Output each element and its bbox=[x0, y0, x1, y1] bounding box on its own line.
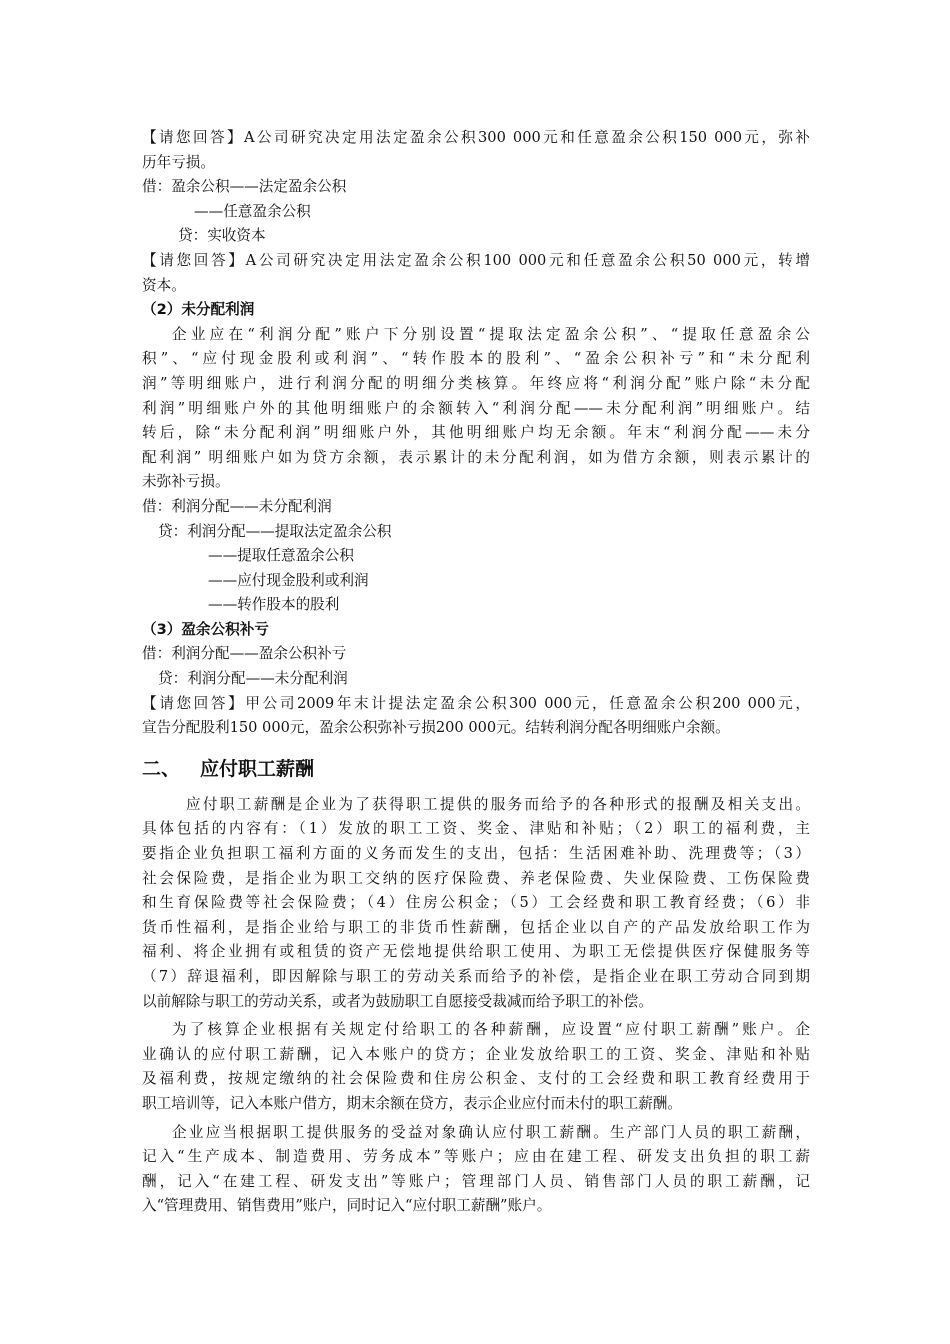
paragraph-line: 润”等明细账户，进行利润分配的明细分类核算。年终应将“利润分配”账户除“未分配 bbox=[142, 374, 810, 392]
paragraph-line: 要指企业负担职工福利方面的义务而发生的支出，包括：生活困难补助、洗理费等；（3） bbox=[142, 845, 810, 863]
paragraph-line: 积”、“应付现金股利或利润”、“转作股本的股利”、“盈余公积补亏”和“未分配利 bbox=[142, 350, 810, 368]
question-line: 【请您回答】A公司研究决定用法定盈余公积300 000元和任意盈余公积150 000元，弥补 bbox=[142, 129, 810, 146]
paragraph-line: 记入“生产成本、制造费用、劳务成本”等账户；应由在建工程、研发支出负担的职工薪 bbox=[142, 1148, 810, 1166]
journal-entry-credit: 贷：利润分配——未分配利润 bbox=[158, 670, 348, 688]
paragraph-line: 及福利费，按规定缴纳的社会保险费和住房公积金、支付的工会经费和职工教育经费用于 bbox=[142, 1070, 810, 1088]
subsection-heading: （3）盈余公积补亏 bbox=[142, 620, 269, 638]
paragraph-line: 未弥补亏损。 bbox=[142, 473, 230, 491]
section-number: 二、 bbox=[142, 757, 181, 780]
journal-entry-subline: ——转作股本的股利 bbox=[208, 596, 340, 614]
paragraph-line: 转后，除“未分配利润”明细账户外，其他明细账户均无余额。年末“利润分配——未分 bbox=[142, 424, 810, 442]
question-line: 资本。 bbox=[142, 276, 186, 294]
question-line: 历年亏损。 bbox=[142, 153, 215, 171]
journal-entry-credit: 贷：利润分配——提取法定盈余公积 bbox=[158, 522, 392, 540]
paragraph-line: 利润”明细账户外的其他明细账户的余额转入“利润分配——未分配利润”明细账户。结 bbox=[142, 399, 810, 417]
paragraph-line: 福利、将企业拥有或租赁的资产无偿地提供给职工使用、为职工无偿提供医疗保健服务等 bbox=[142, 943, 810, 961]
journal-entry-debit: 借：利润分配——盈余公积补亏 bbox=[142, 645, 347, 663]
paragraph-line: （7）辞退福利，即因解除与职工的劳动关系而给予的补偿，是指企业在职工劳动合同到期 bbox=[142, 968, 810, 985]
paragraph-line: 业确认的应付职工薪酬，记入本账户的贷方；企业发放给职工的工资、奖金、津贴和补贴 bbox=[142, 1045, 810, 1063]
paragraph-line: 以前解除与职工的劳动关系，或者为鼓励职工自愿接受裁减而给予职工的补偿。 bbox=[142, 992, 653, 1010]
journal-entry-debit: 借：盈余公积——法定盈余公积 bbox=[142, 178, 347, 196]
question-line: 【请您回答】A公司研究决定用法定盈余公积100 000元和任意盈余公积50 000元，转增 bbox=[142, 251, 810, 269]
paragraph-line: 企业应在“利润分配”账户下分别设置“提取法定盈余公积”、“提取任意盈余公 bbox=[172, 325, 810, 343]
journal-entry-credit: 贷：实收资本 bbox=[178, 227, 266, 245]
paragraph-line: 和生育保险费等社会保险费；（4）住房公积金；（5）工会经费和职工教育经费；（6）非 bbox=[142, 894, 810, 912]
subsection-heading: （2）未分配利润 bbox=[142, 301, 255, 319]
section-heading bbox=[142, 749, 810, 789]
journal-entry-subline: ——任意盈余公积 bbox=[194, 202, 311, 220]
paragraph-line: 货币性福利，是指企业给与职工的非货币性薪酬，包括企业以自产的产品发放给职工作为 bbox=[142, 918, 810, 936]
paragraph-line: 应付职工薪酬是企业为了获得职工提供的服务而给予的各种形式的报酬及相关支出。 bbox=[186, 795, 810, 813]
section-title: 应付职工薪酬 bbox=[200, 757, 315, 780]
paragraph-line: 职工培训等，记入本账户借方，期末余额在贷方，表示企业应付而未付的职工薪酬。 bbox=[142, 1094, 682, 1112]
journal-entry-subline: ——应付现金股利或利润 bbox=[208, 571, 369, 589]
document-page bbox=[142, 126, 810, 1219]
paragraph-line: 企业应当根据职工提供服务的受益对象确认应付职工薪酬。生产部门人员的职工薪酬， bbox=[172, 1123, 810, 1141]
paragraph-line: 社会保险费，是指企业为职工交纳的医疗保险费、养老保险费、失业保险费、工伤保险费 bbox=[142, 869, 810, 887]
paragraph-line: 入“管理费用、销售费用”账户，同时记入“应付职工薪酬”账户。 bbox=[142, 1197, 552, 1215]
journal-entry-debit: 借：利润分配——未分配利润 bbox=[142, 497, 332, 515]
paragraph-line: 配利润” 明细账户如为贷方余额，表示累计的未分配利润，如为借方余额，则表示累计的 bbox=[142, 448, 810, 466]
question-line: 宣告分配股利150 000元，盈余公积弥补亏损200 000元。结转利润分配各明细账户余额。 bbox=[142, 719, 730, 737]
paragraph-line: 酬，记入“在建工程、研发支出”等账户；管理部门人员、销售部门人员的职工薪酬，记 bbox=[142, 1172, 810, 1190]
question-line: 【请您回答】甲公司2009年末计提法定盈余公积300 000元，任意盈余公积200 000元， bbox=[142, 694, 810, 712]
journal-entry-subline: ——提取任意盈余公积 bbox=[208, 547, 354, 565]
paragraph-line: 具体包括的内容有：（1）发放的职工工资、奖金、津贴和补贴；（2）职工的福利费，主 bbox=[142, 820, 810, 838]
paragraph-line: 为了核算企业根据有关规定付给职工的各种薪酬，应设置“应付职工薪酬”账户。企 bbox=[172, 1021, 810, 1039]
